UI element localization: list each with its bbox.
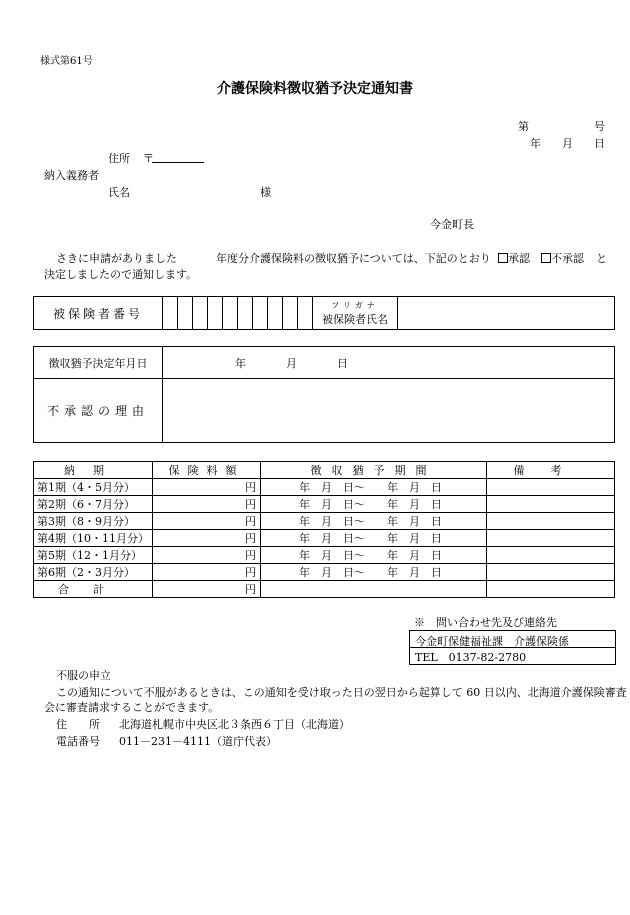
total-label: 合計 (34, 581, 153, 598)
contact-divider (410, 647, 615, 648)
period-deferral: 年 月 日～ 年 月 日 (261, 479, 487, 496)
disapprove-label: 不承認 (551, 252, 584, 265)
approve-checkbox (498, 253, 508, 263)
insured-name-header (313, 297, 398, 330)
period-remarks (487, 479, 615, 496)
appeal-title: 不服の申立 (56, 669, 111, 682)
total-remarks (487, 581, 615, 598)
appeal-phone-label: 電話番号 (56, 735, 100, 748)
furigana-label: フリガナ (331, 301, 379, 310)
appeal-text2: 会に審査請求することができます。 (44, 701, 220, 714)
table-row (34, 547, 615, 564)
period-yen: 円 (153, 496, 261, 513)
reason-label: 不承認の理由 (34, 379, 163, 443)
form-number: 様式第61号 (40, 56, 93, 67)
decision-day: 日 (337, 356, 348, 370)
period-label: 第2期（6・7月分） (34, 496, 153, 513)
approve-option (498, 250, 530, 266)
decision-month: 月 (286, 356, 297, 370)
period-remarks (487, 496, 615, 513)
header-deferral: 徴収猶予期間 (261, 462, 487, 479)
contact-heading: ※ 問い合わせ先及び連絡先 (414, 616, 557, 629)
total-deferral (261, 581, 487, 598)
period-remarks (487, 513, 615, 530)
decision-date-label: 徴収猶予決定年月日 (34, 347, 163, 379)
postal-mark: 〒 (143, 152, 154, 165)
period-table (33, 461, 615, 598)
decision-date-value (163, 347, 615, 379)
date-day: 日 (594, 137, 605, 150)
header-remarks: 備考 (487, 462, 615, 479)
insured-name-value (398, 297, 615, 330)
period-deferral: 年 月 日～ 年 月 日 (261, 547, 487, 564)
period-yen: 円 (153, 513, 261, 530)
period-yen: 円 (153, 479, 261, 496)
page-title: 介護保険料徴収猶予決定通知書 (217, 81, 413, 97)
date-year: 年 (530, 137, 541, 150)
insured-table (33, 296, 615, 330)
digit-cell (298, 297, 313, 330)
header-period: 納期 (34, 462, 153, 479)
table-row (34, 496, 615, 513)
period-remarks (487, 547, 615, 564)
postal-line (152, 162, 204, 163)
disapprove-option (541, 250, 584, 266)
body-line2: 決定しましたので通知します。 (44, 268, 198, 281)
digit-cell (193, 297, 208, 330)
contact-dept: 今金町保健福祉課 介護保険係 (415, 635, 569, 648)
period-label: 第1期（4・5月分） (34, 479, 153, 496)
appeal-address-label: 住 所 (56, 718, 100, 731)
period-deferral: 年 月 日～ 年 月 日 (261, 513, 487, 530)
period-label: 第4期（10・11月分） (34, 530, 153, 547)
digit-cell (178, 297, 193, 330)
appeal-address: 北海道札幌市中央区北３条西６丁目（北海道） (119, 718, 350, 731)
period-remarks (487, 564, 615, 581)
doc-no-go: 号 (594, 120, 605, 133)
total-yen: 円 (153, 581, 261, 598)
doc-no-dai: 第 (518, 120, 529, 133)
insured-name-label: 被保険者氏名 (322, 313, 388, 326)
appeal-text1: この通知について不服があるときは、この通知を受け取った日の翌日から起算して 60 日以内、北海道介護保険審査 (56, 686, 627, 699)
name-label: 氏名 (108, 186, 130, 199)
digit-cell (208, 297, 223, 330)
period-deferral: 年 月 日～ 年 月 日 (261, 496, 487, 513)
period-deferral: 年 月 日～ 年 月 日 (261, 530, 487, 547)
digit-cell (238, 297, 253, 330)
address-label: 住所 (108, 152, 130, 165)
period-label: 第6期（2・3月分） (34, 564, 153, 581)
decision-year: 年 (235, 356, 246, 370)
disapprove-checkbox (541, 253, 551, 263)
insured-no-label: 被保険者番号 (34, 297, 163, 330)
digit-cell (163, 297, 178, 330)
approve-label: 承認 (508, 252, 530, 265)
date-month: 月 (562, 137, 573, 150)
period-label: 第5期（12・1月分） (34, 547, 153, 564)
sama-label: 様 (260, 186, 271, 199)
payer-label: 納入義務者 (44, 169, 99, 182)
to-text: と (596, 252, 607, 265)
period-yen: 円 (153, 530, 261, 547)
body-line1-a: さきに申請がありました (56, 252, 177, 265)
header-amount: 保険料額 (153, 462, 261, 479)
decision-table (33, 346, 615, 443)
appeal-phone: 011－231－4111（道庁代表） (119, 735, 277, 748)
period-label: 第3期（8・9月分） (34, 513, 153, 530)
issuer: 今金町長 (430, 218, 474, 231)
digit-cell (283, 297, 298, 330)
digit-cell (268, 297, 283, 330)
contact-box (409, 630, 616, 665)
body-line1-b: 年度分介護保険料の徴収猶予については、下記のとおり (216, 252, 491, 265)
period-yen: 円 (153, 547, 261, 564)
digit-cell (253, 297, 268, 330)
table-row (34, 513, 615, 530)
period-deferral: 年 月 日～ 年 月 日 (261, 564, 487, 581)
period-remarks (487, 530, 615, 547)
reason-value (163, 379, 615, 443)
table-row (34, 479, 615, 496)
digit-cell (223, 297, 238, 330)
contact-tel: TEL 0137-82-2780 (415, 651, 527, 664)
period-yen: 円 (153, 564, 261, 581)
table-row (34, 564, 615, 581)
table-row (34, 530, 615, 547)
